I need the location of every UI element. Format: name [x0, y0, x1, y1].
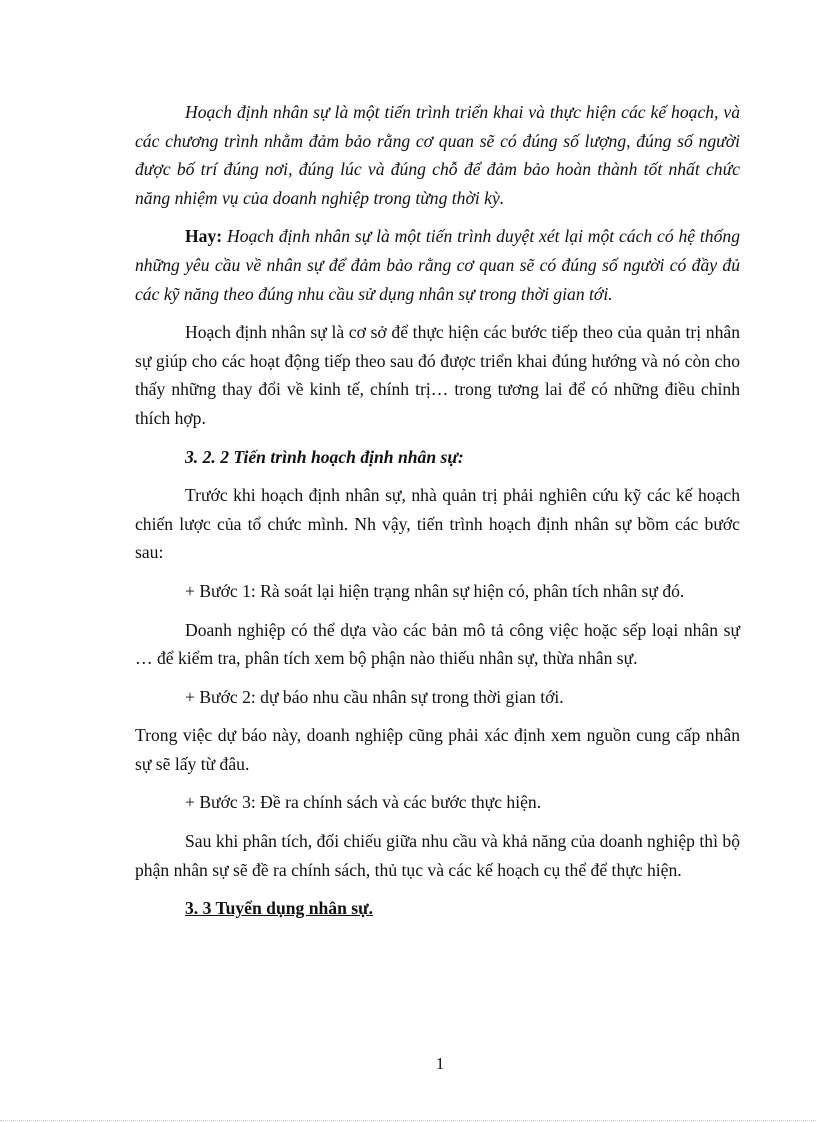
section-heading-3-3-text: 3. 3 Tuyển dụng nhân sự.: [185, 898, 374, 919]
paragraph-step-3-detail: Sau khi phân tích, đối chiếu giữa nhu cầu và khả năng của doanh nghiệp thì bộ phận nhân sự sẽ đề ra chính sách, thủ tục và các kế hoạch cụ thể để thực hiện.: [135, 831, 740, 880]
section-heading-3-3: [185, 894, 740, 923]
step-3: + Bước 3: Đề ra chính sách và các bước thực hiện.: [185, 792, 542, 813]
page-number: 1: [435, 1054, 445, 1073]
paragraph-definition-2-text: Hoạch định nhân sự là một tiến trình duyệt xét lại một cách có hệ thống những yêu cầu về nhân sự để đảm bảo rằng cơ quan sẽ có đúng số người có đầy đủ các kỹ năng theo đúng nhu cầu sử dụng nhân sự trong thời gian tới.: [135, 226, 740, 304]
paragraph-process-intro: Trước khi hoạch định nhân sự, nhà quản trị phải nghiên cứu kỹ các kế hoạch chiến lược của tổ chức mình. Nh vậy, tiến trình hoạch định nhân sự bồm các bước sau:: [135, 485, 740, 563]
paragraph-step-1-detail: Doanh nghiệp có thể dựa vào các bản mô tả công việc hoặc sếp loại nhân sự … để kiểm tra, phân tích xem bộ phận nào thiếu nhân sự, thừa nhân sự.: [135, 619, 740, 669]
paragraph-step-2-detail: Trong việc dự báo này, doanh nghiệp cũng phải xác định xem nguồn cung cấp nhân sự sẽ lấy từ đâu.: [135, 725, 740, 774]
step-1: + Bước 1: Rà soát lại hiện trạng nhân sự hiện có, phân tích nhân sự đó.: [185, 580, 685, 601]
section-heading-3-2-2: 3. 2. 2 Tiến trình hoạch định nhân sự:: [185, 446, 464, 467]
page-edge-divider: [0, 1120, 816, 1121]
paragraph-definition-1: Hoạch định nhân sự là một tiến trình triển khai và thực hiện các kế hoạch, và các chương trình nhằm đảm bảo rằng cơ quan sẽ có đúng số lượng, đúng số người được bố trí đúng nơi, đúng lúc và đúng chỗ để đảm bảo hoàn thành tốt nhất chức năng nhiệm vụ của doanh nghiệp trong từng thời kỳ.: [135, 102, 740, 208]
page-body: [135, 98, 740, 933]
paragraph-planning-basis: Hoạch định nhân sự là cơ sở để thực hiện các bước tiếp theo của quản trị nhân sự giúp cho các hoạt động tiếp theo sau đó được triển khai đúng hướng và nó còn cho thấy những thay đổi về kinh tế, chính trị… trong tương lai để có những điều chỉnh thích hợp.: [135, 322, 740, 428]
paragraph-definition-2: [135, 222, 740, 308]
step-2: + Bước 2: dự báo nhu cầu nhân sự trong thời gian tới.: [185, 686, 564, 707]
paragraph-label-hay: Hay:: [185, 226, 223, 247]
